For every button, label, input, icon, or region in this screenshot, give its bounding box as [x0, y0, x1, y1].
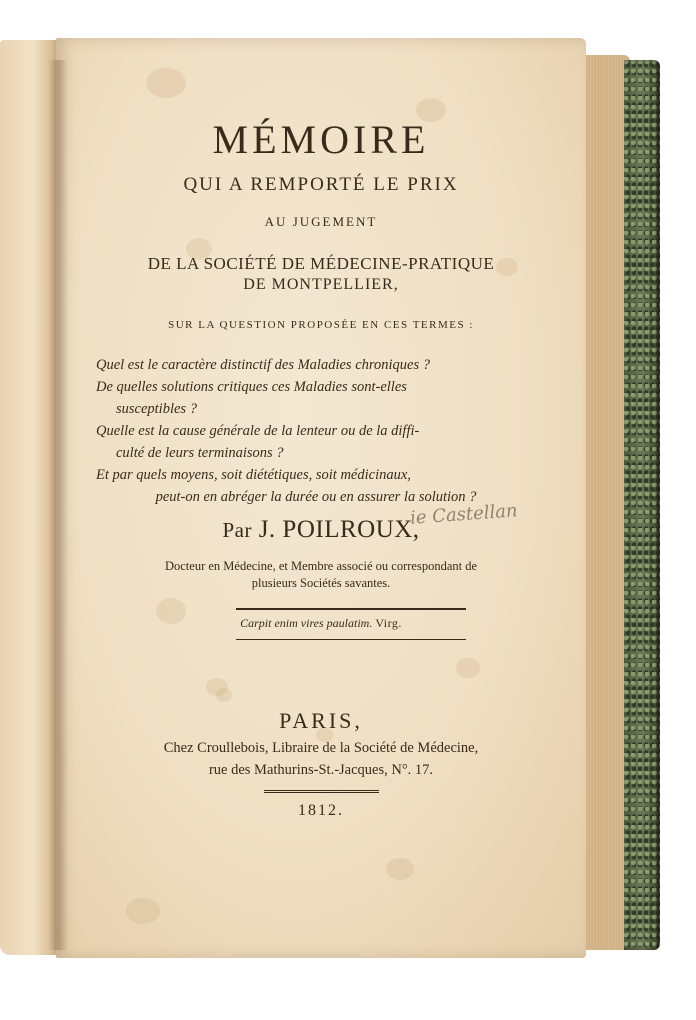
imprint-publisher-1: Chez Croullebois, Libraire de la Société de Médecine,: [163, 740, 479, 756]
question-intro: SUR LA QUESTION PROPOSÉE EN CES TERMES :: [168, 319, 474, 331]
author-prefix: Par: [222, 518, 252, 542]
subtitle-line-3: DE LA SOCIÉTÉ DE MÉDECINE-PRATIQUE: [147, 254, 495, 273]
imprint-place: PARIS,: [279, 708, 363, 733]
credentials-line-1: Docteur en Médecine, et Membre associé ou correspondant de: [164, 559, 478, 573]
question-line: peut-on en abréger la durée ou en assurer la solution ?: [155, 489, 477, 505]
imprint-rule: [264, 790, 379, 793]
imprint-publisher-2: rue des Mathurins-St.-Jacques, N°. 17.: [208, 762, 434, 778]
question-line: Et par quels moyens, soit diététiques, soit médicinaux,: [96, 467, 411, 483]
rule-bottom: [236, 639, 466, 640]
title-page: [56, 38, 586, 958]
book-title: MÉMOIRE: [212, 117, 430, 162]
subtitle-line-2: AU JUGEMENT: [264, 214, 378, 229]
subtitle-line-1: QUI A REMPORTÉ LE PRIX: [183, 174, 459, 195]
gutter-shadow: [48, 60, 68, 950]
marbled-cover: [624, 60, 660, 950]
question-line: culté de leurs terminaisons ?: [116, 445, 284, 461]
subtitle-line-4: DE MONTPELLIER,: [243, 276, 399, 293]
question-line: Quelle est la cause générale de la lenteur ou de la diffi-: [96, 423, 420, 439]
questions-block: [96, 354, 536, 508]
question-line: susceptibles ?: [116, 401, 197, 417]
epigraph-attribution: Virg.: [375, 616, 402, 630]
author-credentials: [56, 558, 586, 592]
question-line: Quel est le caractère distinctif des Maladies chroniques ?: [96, 357, 430, 373]
page-edges: [580, 55, 630, 950]
handwritten-signature: ie Castellan: [409, 500, 519, 529]
epigraph-text: Carpit enim vires paulatim.: [240, 616, 373, 630]
imprint-year: 1812.: [298, 802, 344, 819]
epigraph: [56, 616, 586, 631]
rule-top: [236, 608, 466, 610]
author-name: J. POILROUX,: [258, 516, 420, 543]
credentials-line-2: plusieurs Sociétés savantes.: [251, 576, 391, 590]
question-line: De quelles solutions critiques ces Maladies sont-elles: [96, 379, 407, 395]
